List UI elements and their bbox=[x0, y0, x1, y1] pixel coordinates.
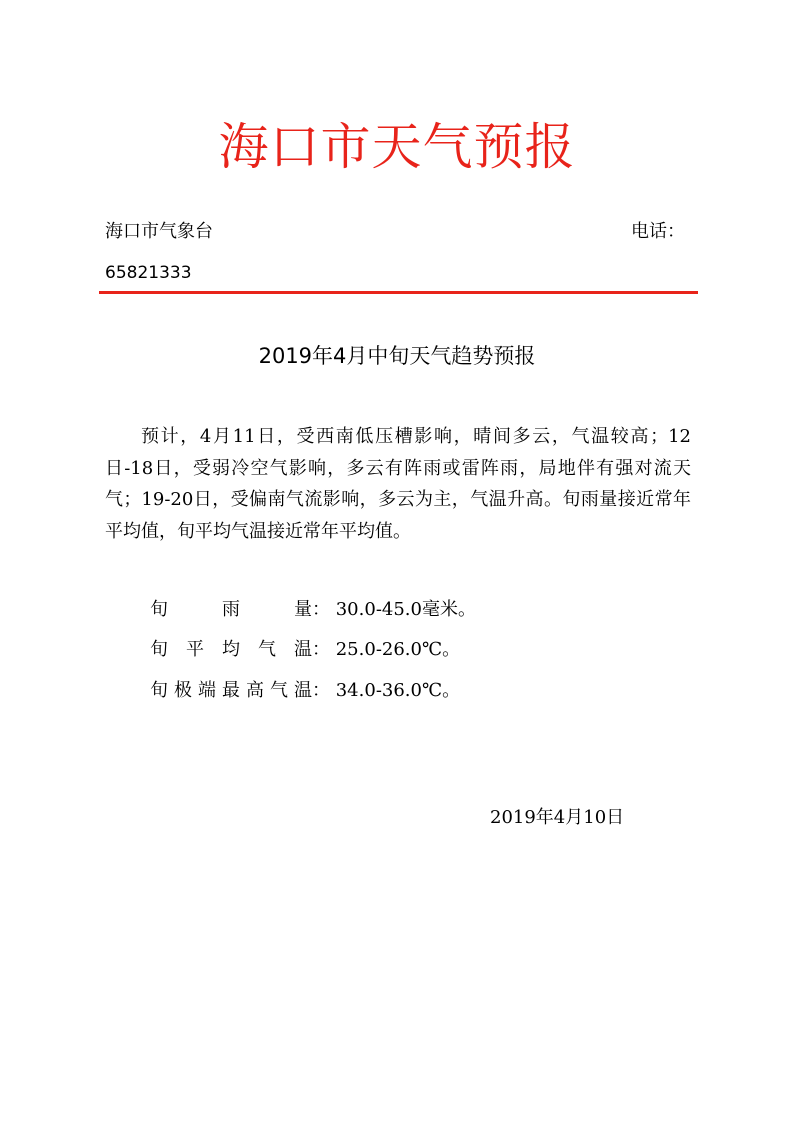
max-temperature-line bbox=[150, 678, 460, 704]
max-temperature-colon: ： bbox=[312, 680, 330, 701]
rainfall-colon: ： bbox=[312, 599, 330, 620]
rainfall-label: 旬雨量 bbox=[150, 599, 312, 620]
forecast-paragraph: 预计，4月11日，受西南低压槽影响，晴间多云，气温较高；12日-18日，受弱冷空气影响，多云有阵雨或雷阵雨，局地伴有强对流天气；19-20日，受偏南气流影响，多云为主，气温升高。旬雨量接近常年平均值，旬平均气温接近常年平均值。 bbox=[105, 426, 691, 542]
mean-temperature-label: 旬平均气温 bbox=[150, 639, 312, 660]
mean-temperature-colon: ： bbox=[312, 639, 330, 660]
mean-temperature-value: 25.0-26.0℃。 bbox=[335, 639, 461, 660]
phone-label: 电话： bbox=[631, 221, 685, 242]
issue-date: 2019年4月10日 bbox=[490, 807, 625, 828]
max-temperature-label: 旬极端最高气温 bbox=[150, 680, 312, 701]
header-divider bbox=[99, 291, 698, 294]
page-title: 海口市天气预报 bbox=[218, 118, 576, 176]
max-temperature-value: 34.0-36.0℃。 bbox=[335, 680, 461, 701]
document-heading: 2019年4月中旬天气趋势预报 bbox=[258, 344, 536, 368]
issuing-organization: 海口市气象台 bbox=[105, 221, 213, 242]
rainfall-value: 30.0-45.0毫米。 bbox=[335, 599, 476, 620]
rainfall-line bbox=[150, 597, 476, 623]
mean-temperature-line bbox=[150, 637, 460, 663]
phone-number: 65821333 bbox=[105, 263, 192, 283]
